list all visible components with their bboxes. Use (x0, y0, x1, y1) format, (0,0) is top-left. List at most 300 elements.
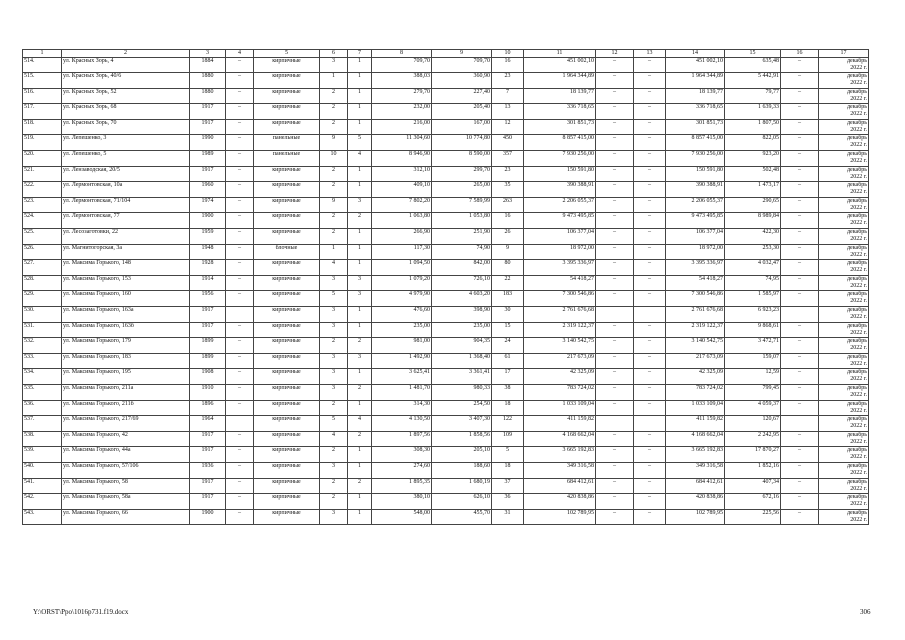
table-cell: – (226, 431, 254, 447)
table-cell: 102 789,95 (524, 509, 596, 525)
table-cell: 1 033 109,04 (666, 400, 725, 416)
register-sheet (22, 49, 867, 525)
deadline-month: декабрь (847, 400, 867, 407)
table-cell: 2 (348, 478, 372, 494)
table-cell: 1 033 109,04 (524, 400, 596, 416)
table-cell: 1 964 344,89 (524, 73, 596, 89)
table-row (23, 322, 869, 338)
deadline-year: 2022 г. (850, 438, 867, 445)
table-cell: кирпичные (254, 197, 320, 213)
table-cell: – (781, 244, 819, 260)
table-cell: – (596, 73, 634, 89)
table-cell: 1 (348, 119, 372, 135)
deadline-year: 2022 г. (850, 204, 867, 211)
table-cell: 2 (320, 338, 348, 354)
table-cell: – (781, 478, 819, 494)
deadline-month: декабрь (847, 447, 867, 454)
table-cell: 312,10 (372, 166, 432, 182)
deadline-cell (819, 509, 869, 525)
table-cell: – (634, 182, 666, 198)
table-cell: ул. Максима Горького, 195 (62, 369, 190, 385)
table-cell: 1910 (190, 384, 226, 400)
table-row (23, 151, 869, 167)
table-row (23, 431, 869, 447)
table-cell: – (781, 182, 819, 198)
table-cell: 10 774,80 (432, 135, 492, 151)
table-cell: 1974 (190, 197, 226, 213)
table-cell: 2 242,95 (725, 431, 781, 447)
table-cell: 360,90 (432, 73, 492, 89)
table-cell: 1914 (190, 275, 226, 291)
deadline-year: 2022 г. (850, 516, 867, 523)
table-cell: кирпичные (254, 462, 320, 478)
table-cell: 167,00 (432, 119, 492, 135)
table-cell: – (226, 260, 254, 276)
table-cell: 1 (348, 229, 372, 245)
table-cell: 626,10 (432, 494, 492, 510)
table-cell: 3 (320, 509, 348, 525)
table-cell: – (781, 275, 819, 291)
table-cell: 235,00 (372, 322, 432, 338)
table-cell (781, 307, 819, 323)
table-cell: – (596, 88, 634, 104)
table-cell: – (596, 197, 634, 213)
table-cell: 349 316,58 (666, 462, 725, 478)
deadline-month: декабрь (847, 338, 867, 345)
table-cell: 4 979,90 (372, 291, 432, 307)
table-cell: 2 319 122,37 (524, 322, 596, 338)
deadline-month: декабрь (847, 307, 867, 313)
table-cell: ул. Максима Горького, 211б (62, 400, 190, 416)
table-cell: 2 (320, 229, 348, 245)
table-cell: – (781, 369, 819, 385)
deadline-year: 2022 г. (850, 251, 867, 258)
table-cell: – (596, 229, 634, 245)
table-cell: 2 (348, 384, 372, 400)
table-cell: – (226, 291, 254, 307)
table-cell: 1948 (190, 244, 226, 260)
table-cell: – (781, 384, 819, 400)
table-cell: – (781, 104, 819, 120)
table-cell: ул. Лесозаготовки, 22 (62, 229, 190, 245)
table-cell: – (226, 88, 254, 104)
table-cell: кирпичные (254, 447, 320, 463)
table-cell: 2 (348, 431, 372, 447)
table-cell: 74,90 (432, 244, 492, 260)
table-cell: 1 (348, 462, 372, 478)
table-cell: 533. (23, 353, 62, 369)
deadline-year: 2022 г. (850, 345, 867, 352)
table-cell: – (226, 462, 254, 478)
deadline-month: декабрь (847, 494, 867, 501)
table-cell: 159,07 (725, 353, 781, 369)
column-number-cell: 7 (348, 50, 372, 58)
table-cell: 525. (23, 229, 62, 245)
table-cell: 4 (348, 416, 372, 432)
table-cell: 23 (492, 73, 524, 89)
table-cell: 4 (320, 431, 348, 447)
table-cell: 684 412,61 (524, 478, 596, 494)
deadline-month: декабрь (847, 291, 867, 298)
table-cell: 61 (492, 353, 524, 369)
table-cell: 527. (23, 260, 62, 276)
table-cell: кирпичные (254, 88, 320, 104)
table-cell: 279,70 (372, 88, 432, 104)
table-cell: – (226, 104, 254, 120)
table-cell: 17 (492, 369, 524, 385)
deadline-cell (819, 135, 869, 151)
deadline-month: декабрь (847, 166, 867, 173)
deadline-month: декабрь (847, 260, 867, 267)
table-cell: ул. Красных Зорь, 68 (62, 104, 190, 120)
table-cell: кирпичные (254, 322, 320, 338)
table-cell: 1 807,50 (725, 119, 781, 135)
table-cell: 540. (23, 462, 62, 478)
deadline-cell (819, 353, 869, 369)
table-row (23, 213, 869, 229)
deadline-month: декабрь (847, 57, 867, 64)
table-cell: ул. Лензаводская, 20/5 (62, 166, 190, 182)
table-cell: 7 300 546,86 (666, 291, 725, 307)
table-cell: 1 (348, 88, 372, 104)
table-row (23, 229, 869, 245)
deadline-cell (819, 338, 869, 354)
deadline-cell (819, 197, 869, 213)
table-cell: 9 (492, 244, 524, 260)
table-cell: – (634, 73, 666, 89)
table-cell: ул. Максима Горького, 148 (62, 260, 190, 276)
table-row (23, 400, 869, 416)
table-row (23, 494, 869, 510)
table-cell: 451 002,10 (666, 57, 725, 73)
table-cell: 266,90 (372, 229, 432, 245)
deadline-month: декабрь (847, 135, 867, 142)
deadline-month: декабрь (847, 197, 867, 204)
table-cell (634, 307, 666, 323)
table-cell: – (634, 478, 666, 494)
table-cell: – (226, 182, 254, 198)
deadline-year: 2022 г. (850, 267, 867, 274)
deadline-cell (819, 182, 869, 198)
table-row (23, 478, 869, 494)
table-cell: ул. Красных Зорь, 40/6 (62, 73, 190, 89)
table-cell: 4 059,37 (725, 400, 781, 416)
table-cell: 842,00 (432, 260, 492, 276)
deadline-cell (819, 462, 869, 478)
table-cell: 1 895,35 (372, 478, 432, 494)
table-row (23, 119, 869, 135)
table-cell: – (226, 57, 254, 73)
table-cell: 308,30 (372, 447, 432, 463)
deadline-year: 2022 г. (850, 360, 867, 367)
table-cell: ул. Максима Горького, 58а (62, 494, 190, 510)
table-cell: – (596, 322, 634, 338)
table-cell: – (634, 135, 666, 151)
housing-register-table (22, 49, 869, 525)
table-cell: 3 665 192,83 (666, 447, 725, 463)
deadline-cell (819, 88, 869, 104)
table-cell: 1 (348, 509, 372, 525)
table-cell: 1 858,56 (432, 431, 492, 447)
table-cell: кирпичные (254, 182, 320, 198)
table-cell: 3 (320, 462, 348, 478)
table-cell: кирпичные (254, 431, 320, 447)
table-cell: 1 (348, 447, 372, 463)
table-cell (634, 416, 666, 432)
table-cell: – (781, 73, 819, 89)
deadline-year: 2022 г. (850, 64, 867, 71)
table-row (23, 104, 869, 120)
deadline-cell (819, 151, 869, 167)
table-cell: 5 442,91 (725, 73, 781, 89)
table-cell: 301 851,73 (524, 119, 596, 135)
table-cell: 526. (23, 244, 62, 260)
deadline-month: декабрь (847, 431, 867, 438)
table-cell: блочные (254, 244, 320, 260)
table-cell: 1884 (190, 57, 226, 73)
column-number-cell: 4 (226, 50, 254, 58)
table-cell: 349 316,58 (524, 462, 596, 478)
table-cell: 38 (492, 384, 524, 400)
table-cell: кирпичные (254, 353, 320, 369)
table-cell: – (781, 151, 819, 167)
table-row (23, 260, 869, 276)
table-body (23, 50, 869, 525)
table-cell: 822,05 (725, 135, 781, 151)
table-cell: 263 (492, 197, 524, 213)
table-cell: ул. Красных Зорь, 4 (62, 57, 190, 73)
table-cell: 1 (320, 244, 348, 260)
deadline-cell (819, 384, 869, 400)
table-cell: 455,70 (432, 509, 492, 525)
table-cell: 517. (23, 104, 62, 120)
table-cell: 388,03 (372, 73, 432, 89)
table-cell: – (226, 369, 254, 385)
table-cell: 217 673,09 (524, 353, 596, 369)
table-cell: 2 761 676,68 (666, 307, 725, 323)
table-cell: – (226, 322, 254, 338)
table-cell: 13 (492, 104, 524, 120)
table-cell: – (226, 384, 254, 400)
table-cell: 1 053,80 (432, 213, 492, 229)
table-cell: – (226, 73, 254, 89)
table-cell: 923,20 (725, 151, 781, 167)
table-cell: 522. (23, 182, 62, 198)
table-cell: 515. (23, 73, 62, 89)
table-cell: 3 407,30 (432, 416, 492, 432)
table-cell: 502,48 (725, 166, 781, 182)
table-cell: – (226, 494, 254, 510)
table-cell: 7 300 546,86 (524, 291, 596, 307)
table-cell: 1 585,97 (725, 291, 781, 307)
table-cell: 1 (348, 244, 372, 260)
table-cell: кирпичные (254, 119, 320, 135)
column-number-cell: 2 (62, 50, 190, 58)
table-cell: – (781, 213, 819, 229)
table-cell: 2 (320, 104, 348, 120)
table-cell: 1 368,40 (432, 353, 492, 369)
table-cell: 188,60 (432, 462, 492, 478)
table-cell: 16 (492, 213, 524, 229)
column-number-cell: 12 (596, 50, 634, 58)
table-cell: 530. (23, 307, 62, 323)
table-cell: 548,00 (372, 509, 432, 525)
table-cell: 1 063,80 (372, 213, 432, 229)
table-cell: 2 206 055,37 (524, 197, 596, 213)
table-cell: 518. (23, 119, 62, 135)
table-cell: 102 789,95 (666, 509, 725, 525)
table-cell: 216,00 (372, 119, 432, 135)
table-cell: 7 (492, 88, 524, 104)
table-cell: – (634, 166, 666, 182)
table-cell: – (226, 478, 254, 494)
table-cell: 635,48 (725, 57, 781, 73)
table-cell: – (634, 369, 666, 385)
table-cell: 528. (23, 275, 62, 291)
table-cell: 120,67 (725, 416, 781, 432)
table-cell: 1 (348, 369, 372, 385)
deadline-year: 2022 г. (850, 95, 867, 102)
table-cell: – (226, 229, 254, 245)
deadline-month: декабрь (847, 478, 867, 485)
table-cell: 3 361,41 (432, 369, 492, 385)
table-cell: – (226, 213, 254, 229)
table-cell: 3 (320, 307, 348, 323)
table-row (23, 135, 869, 151)
table-cell: – (226, 353, 254, 369)
deadline-year: 2022 г. (850, 158, 867, 165)
table-cell: – (781, 400, 819, 416)
table-cell: 1 852,16 (725, 462, 781, 478)
table-cell: ул. Красных Зорь, 52 (62, 88, 190, 104)
table-cell: 74,95 (725, 275, 781, 291)
table-cell: – (634, 275, 666, 291)
table-cell: 7 930 256,00 (524, 151, 596, 167)
table-cell: ул. Максима Горького, 179 (62, 338, 190, 354)
table-cell: 904,35 (432, 338, 492, 354)
table-row (23, 509, 869, 525)
table-cell: ул. Максима Горького, 160 (62, 291, 190, 307)
table-cell: – (226, 197, 254, 213)
table-cell: – (596, 369, 634, 385)
deadline-month: декабрь (847, 151, 867, 158)
deadline-cell (819, 369, 869, 385)
deadline-cell (819, 229, 869, 245)
table-cell: 1917 (190, 494, 226, 510)
column-number-cell: 17 (819, 50, 869, 58)
table-cell: 9 473 495,85 (524, 213, 596, 229)
table-cell: 3 140 542,75 (666, 338, 725, 354)
table-cell: кирпичные (254, 104, 320, 120)
table-cell: – (781, 119, 819, 135)
deadline-year: 2022 г. (850, 423, 867, 430)
table-row (23, 88, 869, 104)
table-cell: 1917 (190, 166, 226, 182)
table-cell: 301 851,73 (666, 119, 725, 135)
table-cell: 390 388,91 (666, 182, 725, 198)
deadline-year: 2022 г. (850, 173, 867, 180)
table-cell: 3 (348, 353, 372, 369)
table-cell: 514. (23, 57, 62, 73)
table-cell: 531. (23, 322, 62, 338)
deadline-cell (819, 291, 869, 307)
table-cell: 227,40 (432, 88, 492, 104)
table-cell: 1959 (190, 229, 226, 245)
table-cell: 15 (492, 322, 524, 338)
deadline-month: декабрь (847, 104, 867, 111)
table-cell: 1989 (190, 151, 226, 167)
table-cell: ул. Лермонтовская, 77 (62, 213, 190, 229)
table-cell: 150 591,80 (666, 166, 725, 182)
table-cell: – (634, 88, 666, 104)
table-cell: 12 (492, 119, 524, 135)
table-cell: 5 (492, 447, 524, 463)
deadline-month: декабрь (847, 229, 867, 236)
column-number-cell: 5 (254, 50, 320, 58)
table-cell: – (596, 275, 634, 291)
table-cell: 398,90 (432, 307, 492, 323)
table-cell: 524. (23, 213, 62, 229)
table-cell: – (596, 494, 634, 510)
table-cell: 18 139,77 (524, 88, 596, 104)
table-cell: кирпичные (254, 400, 320, 416)
deadline-month: декабрь (847, 462, 867, 469)
deadline-year: 2022 г. (850, 454, 867, 461)
table-cell: – (781, 166, 819, 182)
table-cell: – (226, 275, 254, 291)
table-cell: – (634, 213, 666, 229)
table-cell: кирпичные (254, 416, 320, 432)
table-cell: 336 718,65 (666, 104, 725, 120)
table-cell: 411 159,82 (524, 416, 596, 432)
table-row (23, 197, 869, 213)
table-cell: – (596, 400, 634, 416)
table-cell: – (596, 431, 634, 447)
table-cell: 539. (23, 447, 62, 463)
table-cell: кирпичные (254, 384, 320, 400)
table-cell: 684 412,61 (666, 478, 725, 494)
table-cell: 1 (348, 400, 372, 416)
table-cell: кирпичные (254, 57, 320, 73)
table-cell: 1 (320, 73, 348, 89)
deadline-cell (819, 494, 869, 510)
table-cell: кирпичные (254, 509, 320, 525)
deadline-month: декабрь (847, 416, 867, 423)
table-row (23, 182, 869, 198)
table-cell: – (634, 104, 666, 120)
table-cell: 1896 (190, 400, 226, 416)
table-cell: 519. (23, 135, 62, 151)
table-cell: – (781, 229, 819, 245)
table-cell: 232,00 (372, 104, 432, 120)
table-cell: 9 (320, 135, 348, 151)
table-cell: 451 002,10 (524, 57, 596, 73)
table-cell: – (596, 447, 634, 463)
table-cell: – (226, 509, 254, 525)
table-cell: 1899 (190, 338, 226, 354)
column-number-cell: 14 (666, 50, 725, 58)
table-cell: кирпичные (254, 478, 320, 494)
table-cell: ул. Максима Горького, 211а (62, 384, 190, 400)
table-cell: – (781, 322, 819, 338)
table-cell: – (226, 338, 254, 354)
table-row (23, 369, 869, 385)
table-cell: 1917 (190, 322, 226, 338)
table-cell: – (596, 338, 634, 354)
table-cell: 30 (492, 307, 524, 323)
table-cell: 8 857 415,00 (524, 135, 596, 151)
deadline-year: 2022 г. (850, 469, 867, 476)
